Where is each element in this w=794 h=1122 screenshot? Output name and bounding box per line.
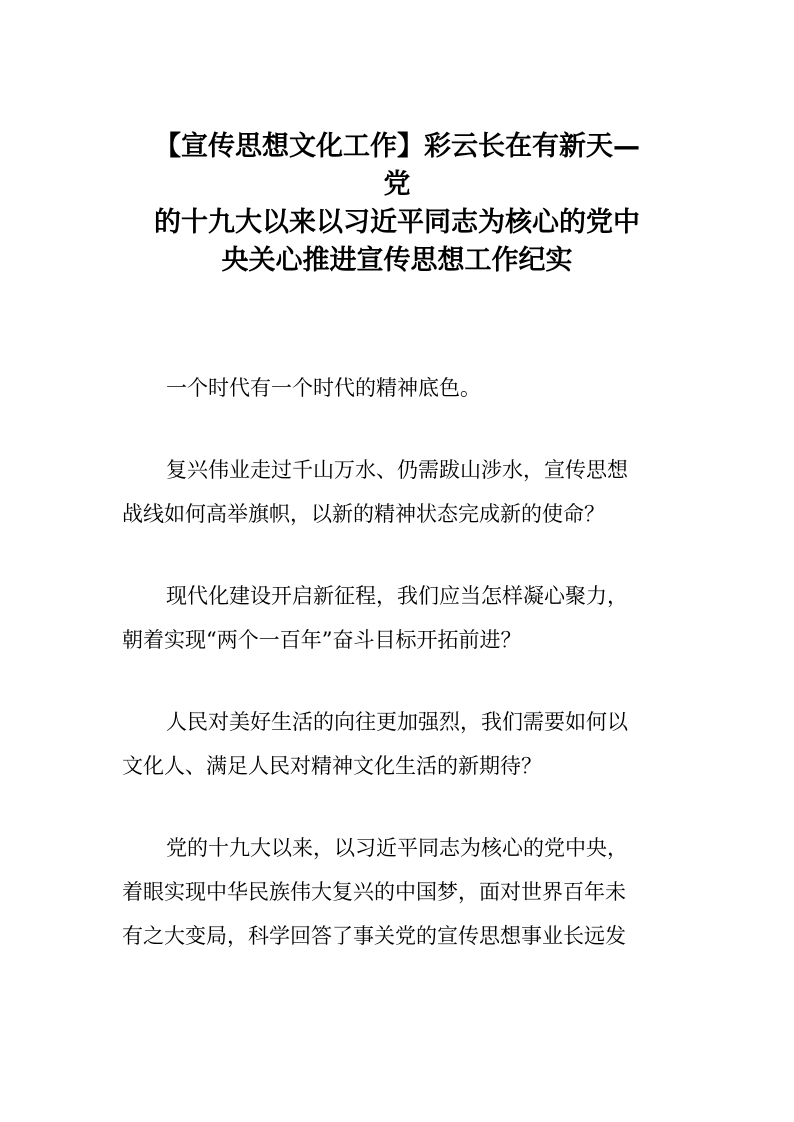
paragraph-line: 一个时代有一个时代的精神底色。 bbox=[166, 376, 481, 400]
paragraph bbox=[122, 574, 682, 662]
document-body bbox=[122, 366, 682, 996]
paragraph bbox=[122, 448, 682, 536]
paragraph bbox=[122, 826, 682, 958]
title-line: 央关心推进宣传思想工作纪实 bbox=[221, 245, 573, 276]
paragraph bbox=[122, 700, 682, 788]
title-line: 党 bbox=[383, 169, 411, 200]
paragraph-line: 文化人、满足人民对精神文化生活的新期待？ bbox=[122, 754, 542, 778]
paragraph bbox=[122, 366, 682, 410]
title-line: 的十九大以来以习近平同志为核心的党中 bbox=[154, 207, 640, 238]
paragraph-line: 现代化建设开启新征程，我们应当怎样凝心聚力， bbox=[166, 584, 628, 608]
document-title bbox=[100, 128, 694, 280]
paragraph-line: 人民对美好生活的向往更加强烈，我们需要如何以 bbox=[166, 710, 628, 734]
paragraph-line: 有之大变局，科学回答了事关党的宣传思想事业长远发 bbox=[122, 924, 626, 948]
paragraph-line: 朝着实现“两个一百年”奋斗目标开拓前进？ bbox=[122, 628, 522, 652]
title-line: 【宣传思想文化工作】彩云长在有新天— bbox=[154, 131, 640, 162]
paragraph-line: 战线如何高举旗帜，以新的精神状态完成新的使命？ bbox=[122, 502, 605, 526]
paragraph-line: 复兴伟业走过千山万水、仍需跋山涉水，宣传思想 bbox=[166, 458, 628, 482]
paragraph-line: 着眼实现中华民族伟大复兴的中国梦，面对世界百年未 bbox=[122, 880, 626, 904]
paragraph-line: 党的十九大以来，以习近平同志为核心的党中央， bbox=[166, 836, 628, 860]
